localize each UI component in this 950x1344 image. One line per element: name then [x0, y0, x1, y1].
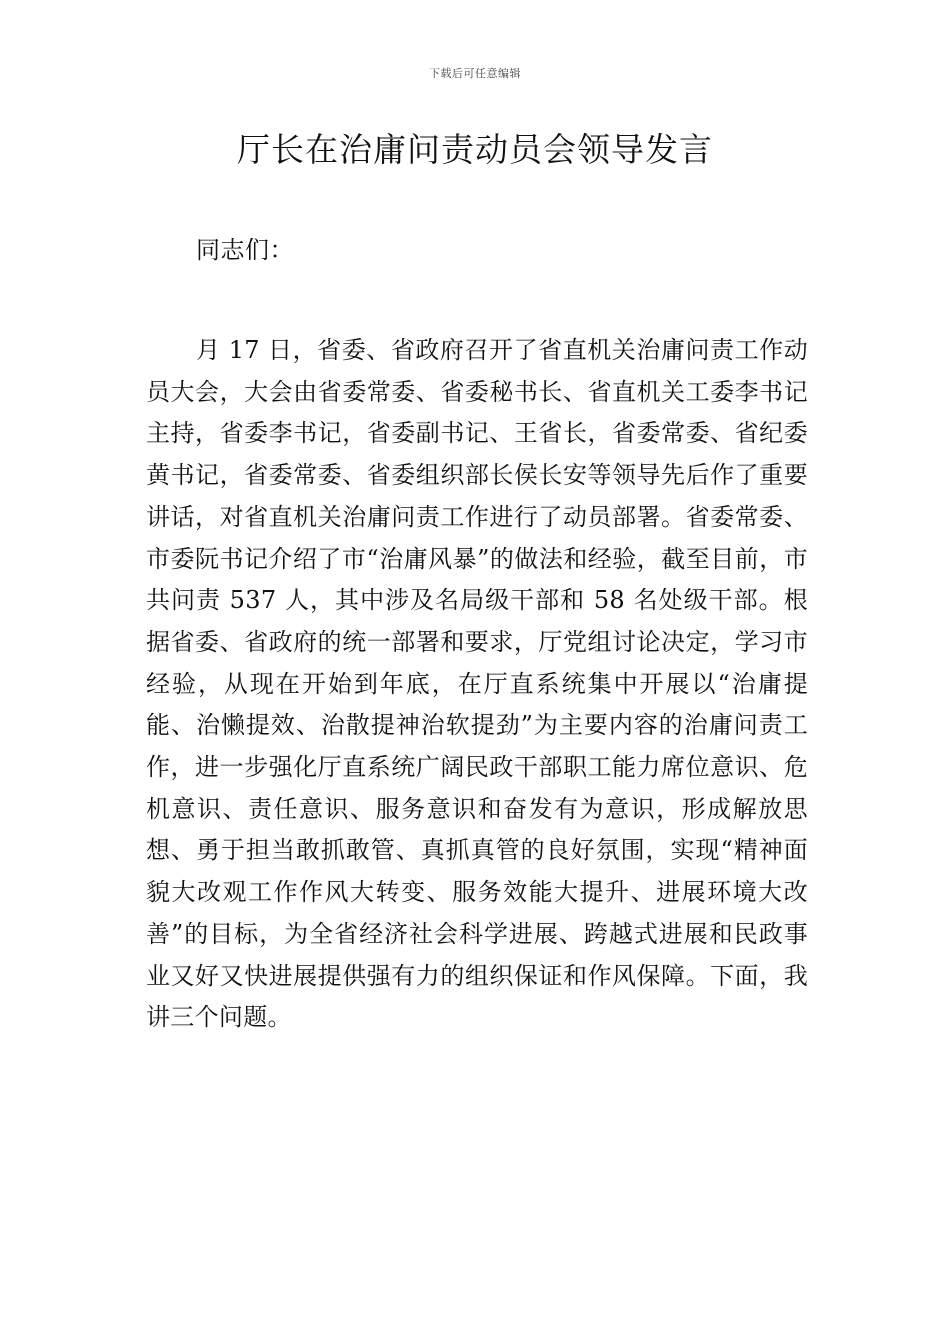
salutation: 同志们： — [196, 236, 294, 264]
document-title: 厅长在治庸问责动员会领导发言 — [237, 130, 713, 169]
header-note: 下载后可任意编辑 — [429, 67, 521, 80]
body-paragraph: 月 17 日，省委、省政府召开了省直机关治庸问责工作动员大会，大会由省委常委、省委秘书长、省直机关工委李书记主持，省委李书记，省委副书记、王省长，省委常委、省纪委黄书记，省委常委、省委组织部长侯长安等领导先后作了重要讲话，对省直机关治庸问责工作进行了动员部署。省委常委、市委阮书记介绍了市“治庸风暴”的做法和经验，截至目前，市共问责 537 人，其中涉及名局级干部和 58 名处级干部。根据省委、省政府的统一部署和要求，厅党组讨论决定，学习市经验，从现在开始到年底，在厅直系统集中开展以“治庸提能、治懒提效、治散提神治软提劲”为主要内容的治庸问责工作，进一步强化厅直系统广阔民政干部职工能力席位意识、危机意识、责任意识、服务意识和奋发有为意识，形成解放思想、勇于担当敢抓敢管、真抓真管的良好氛围，实现“精神面貌大改观工作作风大转变、服务效能大提升、进展环境大改善”的目标，为全省经济社会科学进展、跨越式进展和民政事业又好又快进展提供强有力的组织保证和作风保障。下面，我讲三个问题。 — [146, 336, 808, 1032]
